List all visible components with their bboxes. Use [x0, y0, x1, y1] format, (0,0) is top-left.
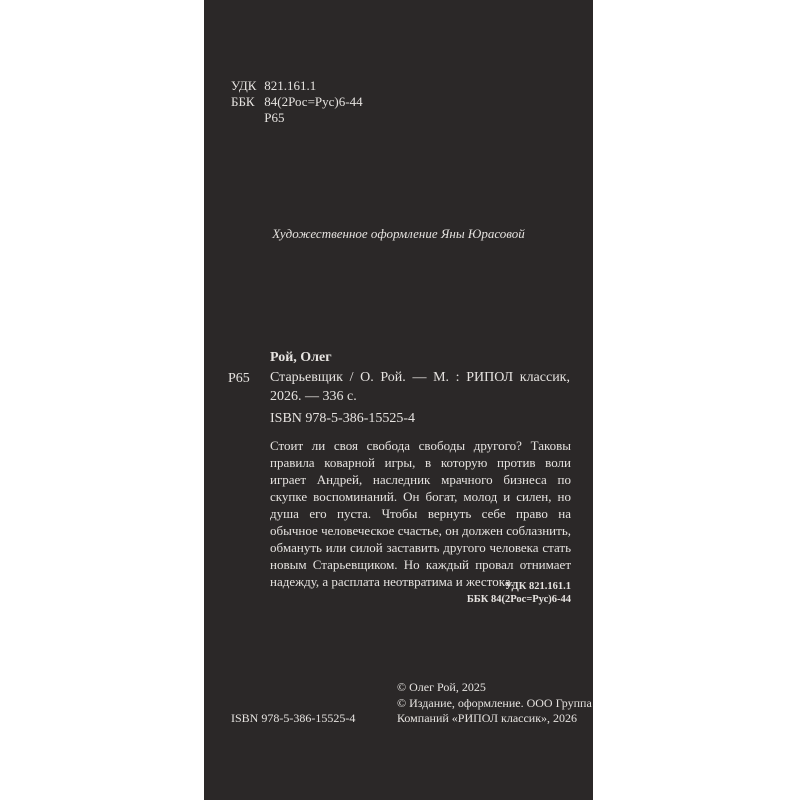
copyright-author: © Олег Рой, 2025	[397, 680, 486, 694]
bibliographic-description: Старьевщик / О. Рой. — М. : РИПОЛ классик, 2026. — 336 с.	[270, 370, 570, 404]
author-name: Рой, Олег	[270, 350, 332, 365]
bbk-label: ББК	[231, 94, 255, 109]
copyright-edition: © Издание, оформление. ООО Группа	[397, 695, 592, 710]
author-code-line	[231, 110, 284, 126]
copyright-block	[397, 680, 592, 727]
record-code: Р65	[228, 371, 250, 386]
udk-value: 821.161.1	[264, 78, 317, 93]
isbn-bottom: ISBN 978-5-386-15525-4	[231, 711, 356, 725]
isbn: ISBN 978-5-386-15525-4	[270, 411, 416, 426]
bbk-value: 84(2Рос=Рус)6-44	[264, 94, 363, 109]
copyright-page	[204, 0, 593, 800]
record-bbk: ББК 84(2Рос=Рус)6-44	[466, 594, 571, 605]
annotation: Стоит ли своя свобода свободы другого? Таковы правила коварной игры, в которую против воли играет Андрей, наследник мрачного бизнеса по скупке воспоминаний. Он богат, молод и силен, но душа его пуста. Чтобы вернуть себе право на обычное человеческое счастье, он должен соблазнить, обмануть или силой заставить другого человека стать новым Старьевщиком. Но каждый провал отнимает надежду, а расплата неотвратима и жестока.	[270, 438, 571, 589]
udk-line	[231, 78, 316, 94]
record-udk: УДК 821.161.1	[504, 581, 571, 592]
author-code: Р65	[264, 110, 285, 125]
bbk-line	[231, 94, 363, 110]
udk-label: УДК	[231, 78, 257, 93]
copyright-publisher: Компаний «РИПОЛ классик», 2026	[397, 711, 578, 725]
designer-credit: Художественное оформление Яны Юрасовой	[272, 226, 525, 241]
